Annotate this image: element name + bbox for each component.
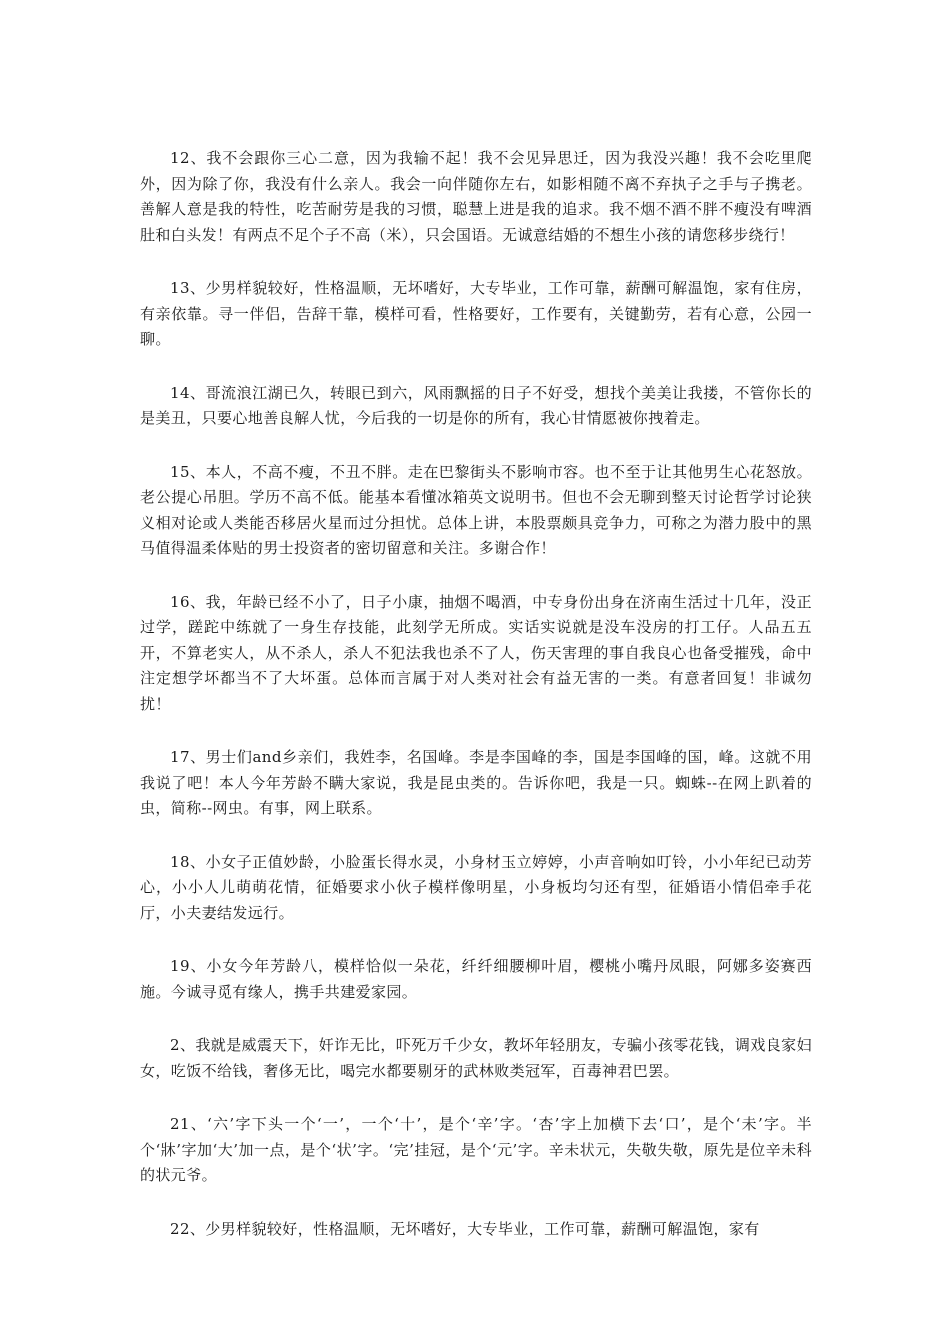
- paragraph-16: 16、我，年龄已经不小了，日子小康，抽烟不喝酒，中专身份出身在济南生活过十几年，没正过学，蹉跎中练就了一身生存技能，此刻学无所成。实话实说就是没车没房的打工仔。人品五五开，不算老实人，从不杀人，杀人不犯法我也杀不了人，伤天害理的事自我良心也备受摧残，命中注定想学坏都当不了大坏蛋。总体而言属于对人类对社会有益无害的一类。有意者回复！非诚勿扰！: [140, 592, 812, 713]
- paragraph-14: 14、哥流浪江湖已久，转眼已到六，风雨飘摇的日子不好受，想找个美美让我搂，不管你长的是美丑，只要心地善良解人忧，今后我的一切是你的所有，我心甘情愿被你拽着走。: [140, 383, 812, 427]
- paragraph-18: 18、小女子正值妙龄，小脸蛋长得水灵，小身材玉立婷婷，小声音响如叮铃，小小年纪已动芳心，小小人儿萌萌花情，征婚要求小伙子模样像明星，小身板均匀还有型，征婚语小情侣牵手花厅，小夫妻结发远行。: [140, 852, 812, 922]
- paragraph-22: 22、少男样貌较好，性格温顺，无坏嗜好，大专毕业，工作可靠，薪酬可解温饱，家有: [170, 1219, 760, 1238]
- paragraph-15: 15、本人，不高不瘦，不丑不胖。走在巴黎街头不影响市容。也不至于让其他男生心花怒放。老公提心吊胆。学历不高不低。能基本看懂冰箱英文说明书。但也不会无聊到整天讨论哲学讨论狭义相对论或人类能否移居火星而过分担忧。总体上讲，本股票颇具竞争力，可称之为潜力股中的黑马值得温柔体贴的男士投资者的密切留意和关注。多谢合作！: [140, 462, 812, 557]
- paragraph-21: 21、‘六’字下头一个‘一’，一个‘十’，是个‘辛’字。‘杏’字上加横下去‘口’，是个‘未’字。半个‘牀’字加‘大’加一点，是个‘状’字。‘完’挂冠，是个‘元’字。辛未状元，失敬失敬，原先是位辛未科的状元爷。: [140, 1115, 812, 1184]
- paragraph-19: 19、小女今年芳龄八，模样恰似一朵花，纤纤细腰柳叶眉，樱桃小嘴丹凤眼，阿娜多姿赛西施。今诚寻觅有缘人，携手共建爱家园。: [140, 957, 812, 1001]
- paragraph-17: 17、男士们and乡亲们，我姓李，名国峰。李是李国峰的李，国是李国峰的国，峰。这就不用我说了吧！本人今年芳龄不瞒大家说，我是昆虫类的。告诉你吧，我是一只。蜘蛛--在网上趴着的虫，简称--网虫。有事，网上联系。: [140, 748, 812, 817]
- paragraph-13: 13、少男样貌较好，性格温顺，无坏嗜好，大专毕业，工作可靠，薪酬可解温饱，家有住房，有亲依靠。寻一伴侣，告辞干靠，模样可看，性格要好，工作要有，关键勤劳，若有心意，公园一聊。: [140, 279, 812, 348]
- document-body: [140, 146, 812, 1270]
- paragraph-2: 2、我就是威震天下，奸诈无比，吓死万千少女，教坏年轻朋友，专骗小孩零花钱，调戏良家妇女，吃饭不给钱，奢侈无比，喝完水都要剔牙的武林败类冠军，百毒神君巴罢。: [140, 1036, 812, 1080]
- paragraph-12: 12、我不会跟你三心二意，因为我输不起！我不会见异思迁，因为我没兴趣！我不会吃里爬外，因为除了你，我没有什么亲人。我会一向伴随你左右，如影相随不离不弃执子之手与子携老。善解人意是我的特性，吃苦耐劳是我的习惯，聪慧上进是我的追求。我不烟不酒不胖不瘦没有啤酒肚和白头发！有两点不足个子不高（米），只会国语。无诚意结婚的不想生小孩的请您移步绕行！: [140, 149, 812, 244]
